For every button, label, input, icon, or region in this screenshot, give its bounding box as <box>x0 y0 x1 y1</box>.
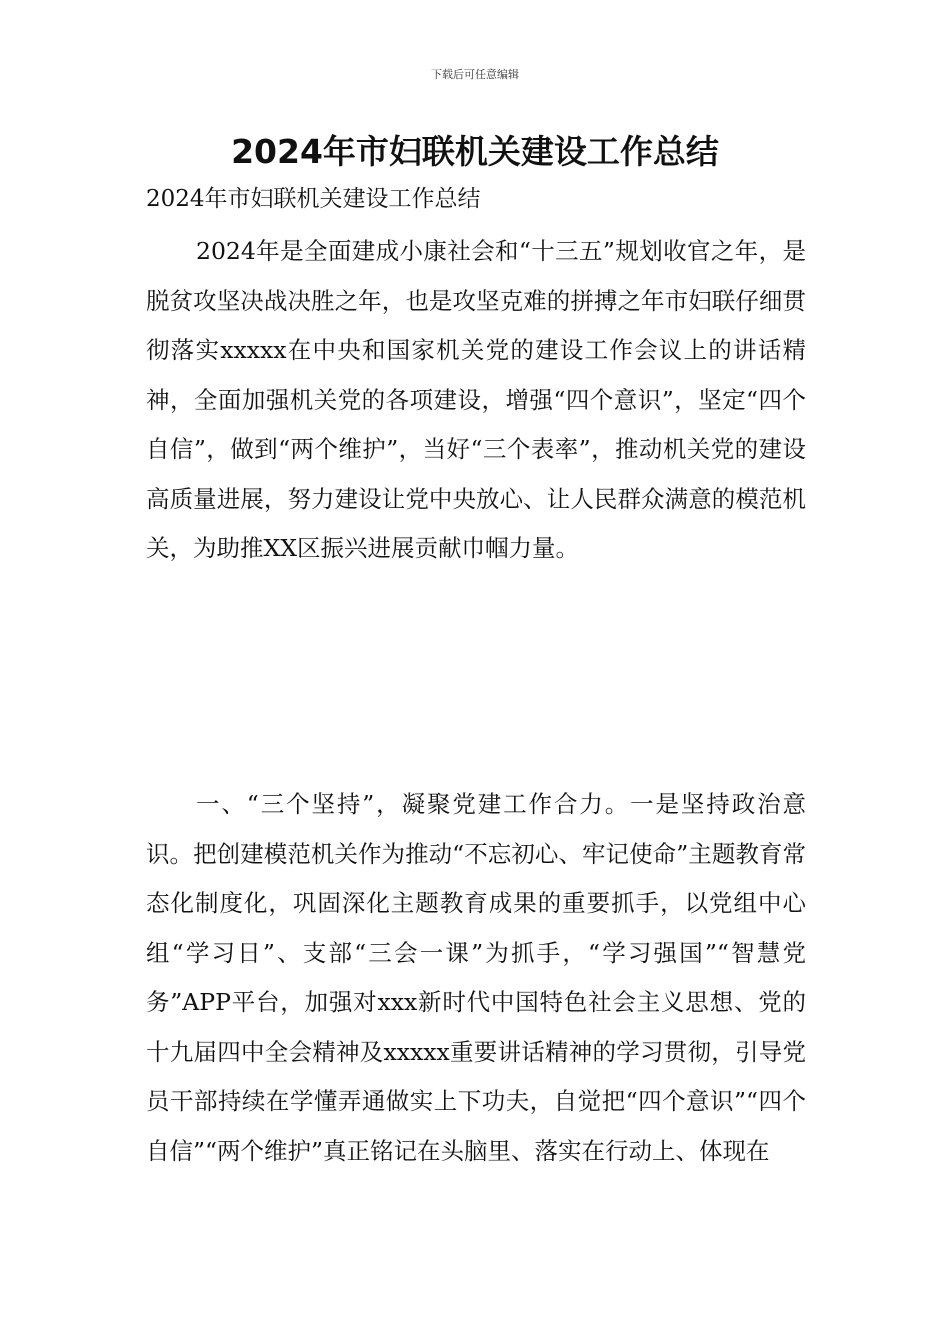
document-title: 2024年市妇联机关建设工作总结 <box>231 132 719 171</box>
body-paragraph: 2024年是全面建成小康社会和“十三五”规划收官之年，是脱贫攻坚决战决胜之年，也是攻坚克难的拼搏之年市妇联仔细贯彻落实xxxxx在中央和国家机关党的建设工作会议上的讲话精神，全面加强机关党的各项建设，增强“四个意识”，坚定“四个自信”，做到“两个维护”，当好“三个表率”，推动机关党的建设高质量进展，努力建设让党中央放心、让人民群众满意的模范机关，为助推XX区振兴进展贡献巾帼力量。 <box>146 237 806 562</box>
document-subtitle: 2024年市妇联机关建设工作总结 <box>146 186 481 212</box>
header-note: 下载后可任意编辑 <box>431 68 519 81</box>
body-paragraph: 一、“三个坚持”，凝聚党建工作合力。一是坚持政治意识。把创建模范机关作为推动“不忘初心、牢记使命”主题教育常态化制度化，巩固深化主题教育成果的重要抓手，以党组中心组“学习日”、支部“三会一课”为抓手，“学习强国”“智慧党务”APP平台，加强对xxx新时代中国特色社会主义思想、党的十九届四中全会精神及xxxxx重要讲话精神的学习贯彻，引导党员干部持续在学懂弄通做实上下功夫，自觉把“四个意识”“四个自信”“两个维护”真正铭记在头脑里、落实在行动上、体现在 <box>146 790 806 1165</box>
